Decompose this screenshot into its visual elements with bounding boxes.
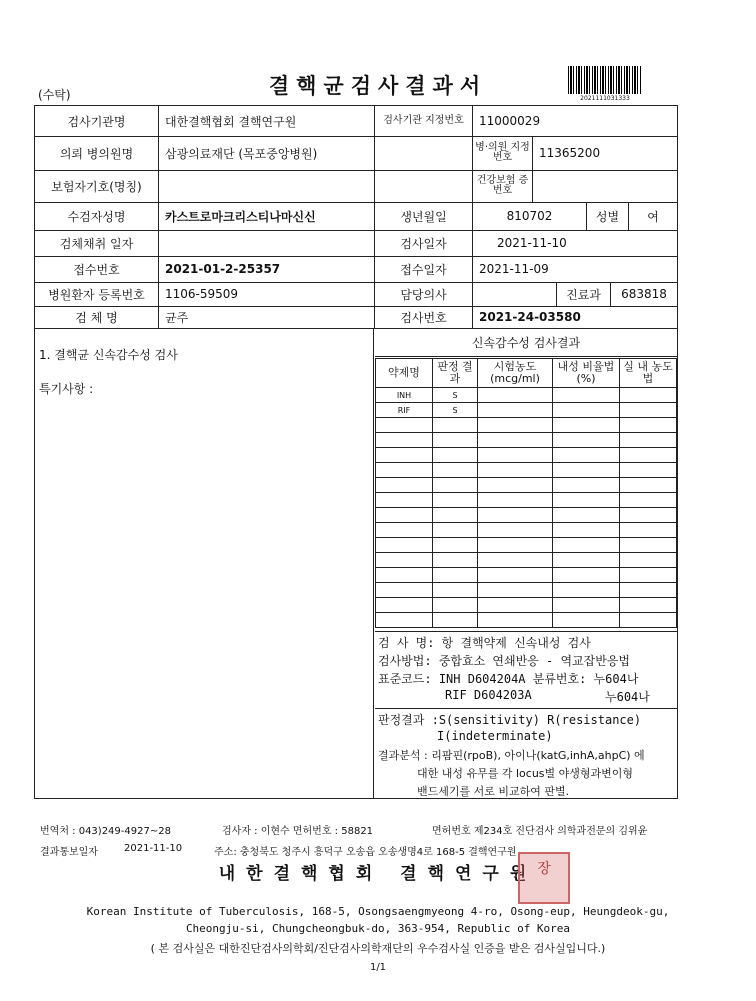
value — [533, 170, 677, 202]
address-en-line2: Cheongju-si, Chungcheongbuk-do, 363-954, Republic of Korea — [185, 922, 571, 935]
receipt-number: 2021-01-2-25357 — [159, 256, 375, 282]
label — [375, 170, 473, 202]
table-row — [376, 568, 677, 583]
analysis-line: 대한 내성 유무를 각 locus별 야생형과변이형 — [417, 767, 634, 780]
seal-char: 장 — [537, 861, 551, 877]
rapid-result-title: 신속감수성 검사결과 — [375, 328, 677, 357]
sex: 여 — [647, 209, 659, 224]
header-drug: 약제명 — [376, 359, 433, 388]
label: 접수일자 — [375, 256, 473, 282]
value — [159, 230, 375, 256]
label: 보험자기호(명칭) — [35, 170, 159, 202]
certification-note: ( 본 검사실은 대한진단검사의학회/진단검사의학재단의 우수검사실 인증을 받은 검사실입니다.) — [150, 942, 606, 955]
label: 검체채취 일자 — [35, 230, 159, 256]
value: 11365200 — [539, 146, 601, 160]
header-result: 판정 결과 — [433, 359, 478, 388]
label: 건강보험 증번호 — [473, 170, 533, 202]
label: 검사기관명 — [35, 106, 159, 136]
table-row — [376, 433, 677, 448]
row-receipt — [35, 256, 677, 283]
value: 11000029 — [479, 114, 541, 128]
registration-number: 1106-59509 — [159, 282, 375, 306]
label: 검사번호 — [375, 306, 473, 328]
table-row — [376, 463, 677, 478]
row-patient — [35, 202, 677, 231]
report-table — [34, 105, 678, 799]
drug-name: RIF — [376, 403, 433, 418]
row-hospital — [35, 136, 677, 171]
table-row — [376, 478, 677, 493]
judgement-line: I(indeterminate) — [437, 729, 553, 743]
receipt-label: (수탁) — [38, 88, 71, 102]
page-number: 1/1 — [369, 962, 387, 973]
phone-info: 번역처 : 043)249-4927~28 — [40, 826, 171, 837]
analysis-line: 결과분석 : 리팜핀(rpoB), 아이나(katG,inhA,ahpC) 에 — [378, 749, 645, 762]
table-row — [376, 448, 677, 463]
label: 성별 — [587, 202, 629, 230]
birth-date: 810702 — [473, 202, 587, 230]
row-lab-name — [35, 106, 677, 137]
institute-name: 내한결핵협회 결핵연구원 — [218, 864, 538, 884]
table-row — [376, 583, 677, 598]
drug-result: S — [433, 403, 478, 418]
table-row — [376, 418, 677, 433]
official-seal — [518, 852, 570, 904]
doctor — [473, 282, 557, 306]
receipt-date: 2021-11-09 — [479, 262, 549, 276]
table-row — [376, 553, 677, 568]
test-method: 검사방법: 중합효소 연쇄반응 - 역교잡반응법 — [378, 654, 631, 668]
row-collection — [35, 230, 677, 257]
exam-number: 2021-24-03580 — [479, 310, 581, 324]
header-room: 실 내 농도법 — [620, 359, 677, 388]
method-box — [375, 631, 677, 709]
test-item: 1. 결핵균 신속감수성 검사 — [39, 348, 178, 362]
label: 병·의원 지정번호 — [473, 136, 533, 170]
exam-date: 2021-11-10 — [497, 236, 567, 250]
barcode-number: 2021111031333 — [580, 95, 630, 102]
barcode — [568, 66, 642, 94]
address-kr: 주소: 충청북도 청주시 흥덕구 오송읍 오송생명4로 168-5 결핵연구원 — [214, 847, 517, 858]
left-panel — [35, 328, 374, 798]
examiner-info: 검사자 : 이현수 면허번호 : 58821 — [222, 826, 374, 837]
report-date-label: 결과통보일자 — [40, 847, 98, 858]
document-title: 결핵균검사결과서 — [268, 74, 488, 98]
analysis-line: 밴드세기를 서로 비교하여 판별. — [417, 785, 570, 798]
judgement-line: 판정결과 :S(sensitivity) R(resistance) — [378, 713, 642, 727]
specimen: 균주 — [159, 306, 375, 328]
label: 검 체 명 — [35, 306, 159, 328]
report-date: 2021-11-10 — [124, 843, 183, 854]
table-row — [376, 508, 677, 523]
patient-name: 카스트로마크리스티나마신신 — [159, 202, 375, 230]
row-insurer — [35, 170, 677, 203]
row-specimen — [35, 306, 677, 329]
susceptibility-grid — [375, 358, 677, 628]
label: 접수번호 — [35, 256, 159, 282]
table-row — [376, 613, 677, 628]
label: 검사일자 — [375, 230, 473, 256]
table-row — [376, 538, 677, 553]
value: 대한결핵협회 결핵연구원 — [159, 106, 375, 136]
department: 683818 — [621, 287, 667, 301]
table-row — [376, 388, 677, 403]
drug-name: INH — [376, 388, 433, 403]
label: 수검자성명 — [35, 202, 159, 230]
drug-result: S — [433, 388, 478, 403]
label: 검사기관 지정번호 — [375, 106, 473, 136]
label: 생년월일 — [375, 202, 473, 230]
table-row — [376, 403, 677, 418]
address-en-line1: Korean Institute of Tuberculosis, 168-5, Osongsaengmyeong 4-ro, Osong-eup, Heungdeok-gu, — [86, 905, 670, 918]
standard-code: 표준코드: INH D604204A 분류번호: 누604나 — [378, 672, 639, 686]
label: 의뢰 병의원명 — [35, 136, 159, 170]
row-registration — [35, 282, 677, 307]
table-row — [376, 598, 677, 613]
remarks-label: 특기사항 : — [39, 382, 94, 396]
standard-code-2: RIF D604203A — [445, 688, 532, 702]
header-concentration: 시험농도 (mcg/ml) — [478, 359, 553, 388]
judgement-box — [375, 707, 677, 799]
header-proportion: 내성 비율법(%) — [553, 359, 620, 388]
label — [375, 136, 473, 170]
test-name: 검 사 명: 항 결핵약제 신속내성 검사 — [378, 636, 591, 650]
license-info: 면허번호 제234호 진단검사 의학과전문의 김위윤 — [432, 826, 648, 837]
label: 담당의사 — [375, 282, 473, 306]
class-number-2: 누604나 — [605, 690, 650, 704]
table-row — [376, 523, 677, 538]
value — [159, 170, 375, 202]
table-row — [376, 493, 677, 508]
value: 삼광의료재단 (목포중앙병원) — [159, 136, 375, 170]
label: 병원환자 등록번호 — [35, 282, 159, 306]
label: 진료과 — [557, 282, 611, 306]
